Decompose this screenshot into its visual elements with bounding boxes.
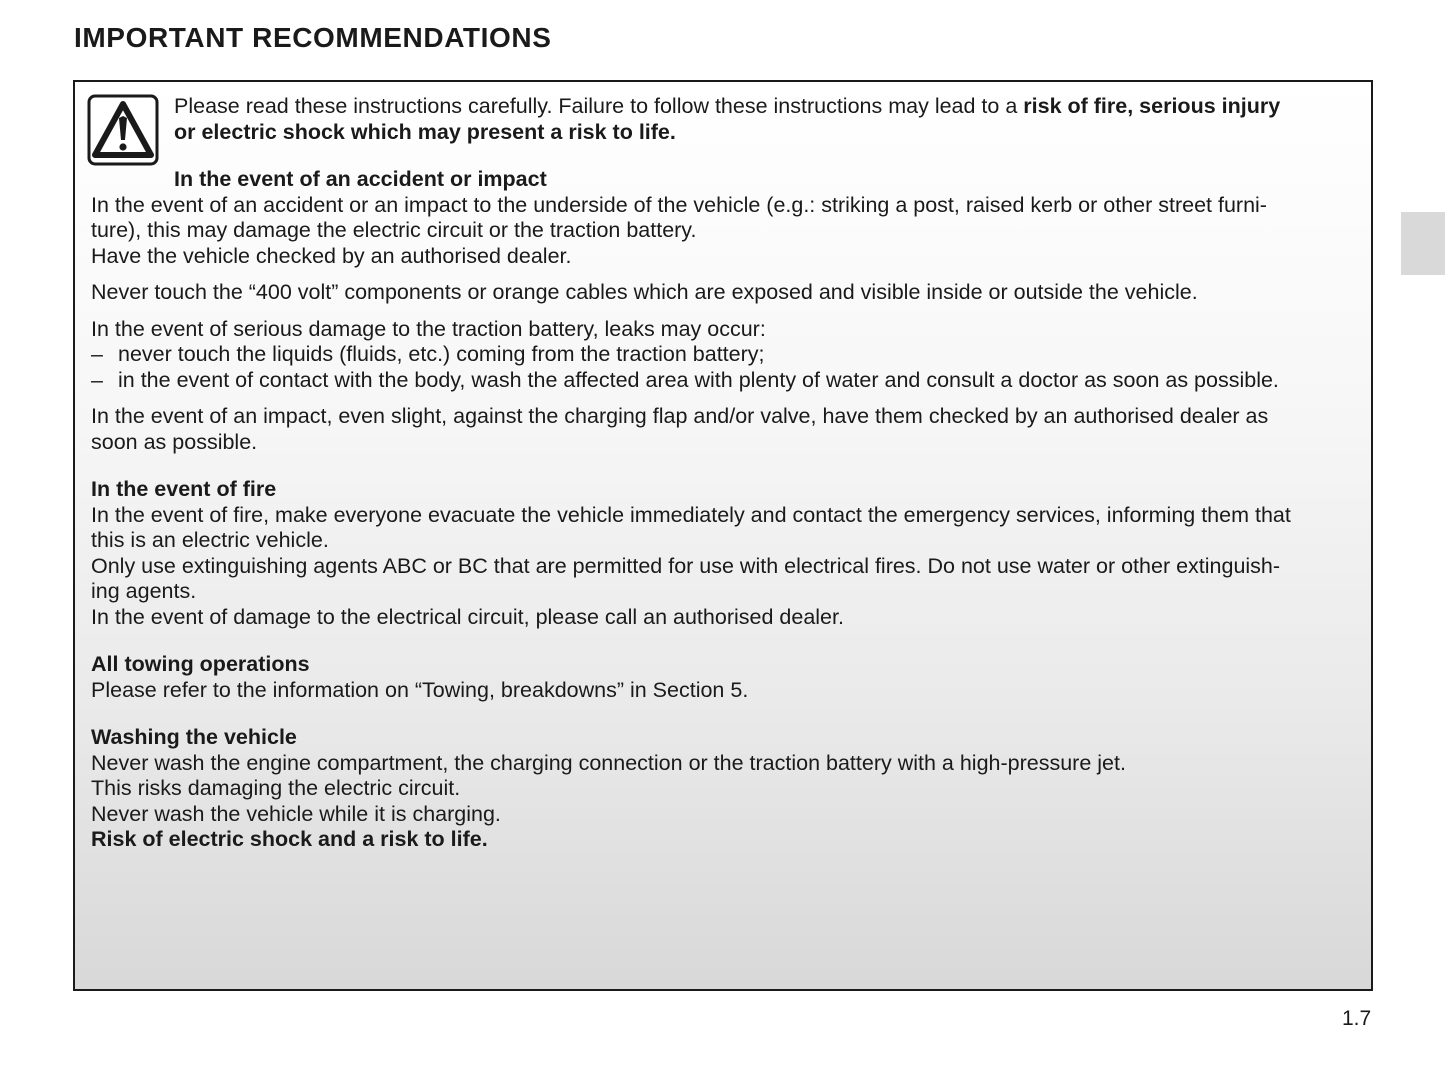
intro-bold-line-2: or electric shock which may present a risk to life. bbox=[174, 119, 676, 144]
fire-line-5: In the event of damage to the electrical circuit, please call an authorised dealer. bbox=[91, 604, 844, 629]
bullet-dash: – bbox=[91, 342, 103, 366]
bullet-text: in the event of contact with the body, wash the affected area with plenty of water and consult a doctor as soon as possible. bbox=[118, 367, 1279, 392]
section-tab-marker bbox=[1401, 212, 1445, 275]
accident-line-5: In the event of serious damage to the traction battery, leaks may occur: bbox=[91, 316, 766, 341]
towing-line-1: Please refer to the information on “Towing, breakdowns” in Section 5. bbox=[91, 677, 749, 702]
fire-line-1: In the event of fire, make everyone evacuate the vehicle immediately and contact the emergency services, informing them that bbox=[91, 502, 1291, 527]
bullet-dash: – bbox=[91, 367, 103, 392]
intro-paragraph bbox=[174, 94, 1357, 193]
washing-heading: Washing the vehicle bbox=[91, 725, 297, 749]
intro-text: Please read these instructions carefully. Failure to follow these instructions may lead to a bbox=[174, 94, 1024, 118]
washing-line-3: Never wash the vehicle while it is charging. bbox=[91, 801, 501, 826]
washing-line-4: Risk of electric shock and a risk to life. bbox=[91, 827, 488, 851]
accident-line-2: ture), this may damage the electric circuit or the traction battery. bbox=[91, 218, 697, 242]
washing-line-1: Never wash the engine compartment, the charging connection or the traction battery with a high-pressure jet. bbox=[91, 750, 1126, 775]
warning-content bbox=[91, 94, 1357, 853]
list-item bbox=[91, 342, 1357, 368]
accident-line-1: In the event of an accident or an impact to the underside of the vehicle (e.g.: striking a post, raised kerb or other street furni- bbox=[91, 192, 1267, 217]
fire-line-4: ing agents. bbox=[91, 579, 197, 603]
towing-heading: All towing operations bbox=[91, 652, 310, 676]
fire-line-2: this is an electric vehicle. bbox=[91, 528, 329, 552]
intro-bold-risk: risk of fire, serious injury bbox=[1023, 94, 1281, 118]
accident-line-6: In the event of an impact, even slight, against the charging flap and/or valve, have them checked by an authorised dealer as bbox=[91, 404, 1269, 428]
accident-line-3: Have the vehicle checked by an authorised dealer. bbox=[91, 243, 572, 268]
accident-line-7: soon as possible. bbox=[91, 429, 258, 454]
intro-line-1 bbox=[174, 94, 1357, 120]
fire-heading: In the event of fire bbox=[91, 477, 277, 501]
accident-heading: In the event of an accident or impact bbox=[174, 167, 547, 191]
fire-line-3: Only use extinguishing agents ABC or BC that are permitted for use with electrical fires. Do not use water or other extinguish- bbox=[91, 553, 1281, 578]
page-title: IMPORTANT RECOMMENDATIONS bbox=[74, 22, 552, 53]
accident-line-4: Never touch the “400 volt” components or orange cables which are exposed and visible inside or outside the vehicle. bbox=[91, 280, 1198, 304]
page-number: 1.7 bbox=[1342, 1007, 1372, 1030]
list-item bbox=[91, 368, 1357, 394]
warning-box bbox=[73, 80, 1373, 991]
bullet-text: never touch the liquids (fluids, etc.) coming from the traction battery; bbox=[118, 342, 765, 366]
washing-line-2: This risks damaging the electric circuit. bbox=[91, 776, 461, 800]
